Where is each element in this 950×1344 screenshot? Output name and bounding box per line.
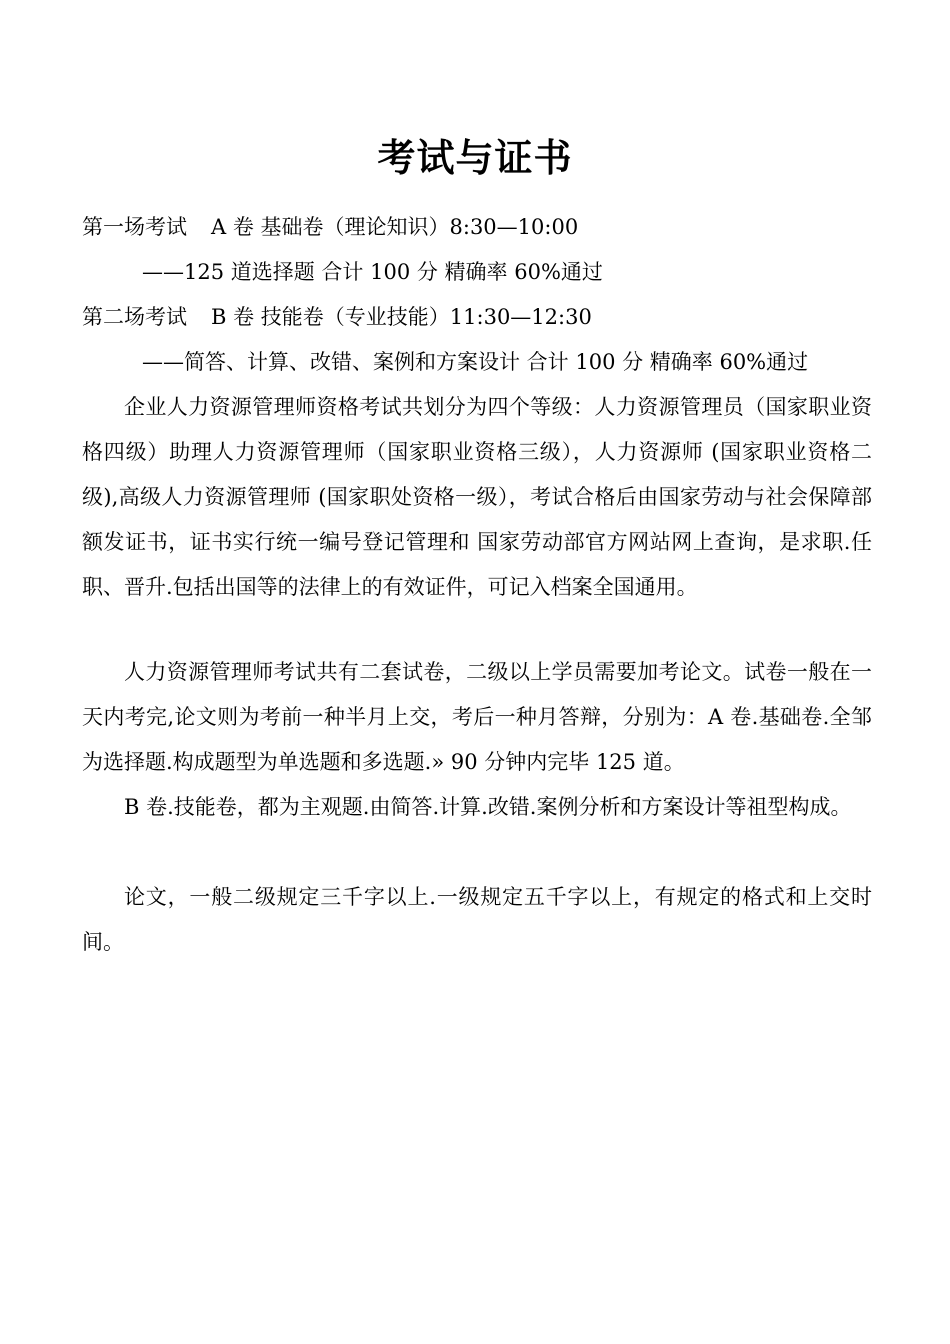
exam1-label: 第一场考试	[82, 215, 187, 239]
paragraph-papers: 人力资源管理师考试共有二套试卷，二级以上学员需要加考论文。试卷一般在一天内考完,论文则为考前一种半月上交，考后一种月答辩，分别为：A 卷.基础卷.全邹为选择题.构成题型为单选题和多选题.» 90 分钟内完毕 125 道。	[82, 660, 872, 774]
exam2-detail: ——简答、计算、改错、案例和方案设计 合计 100 分 精确率 60%通过	[142, 350, 809, 374]
exam1-paper: A 卷 基础卷（理论知识）8:30—10:00	[211, 215, 579, 239]
exam1-line	[82, 212, 578, 242]
exam2-label: 第二场考试	[82, 305, 187, 329]
paragraph-thesis: 论文，一般二级规定三千字以上.一级规定五千字以上，有规定的格式和上交时间。	[82, 885, 872, 954]
exam2-line	[82, 302, 592, 332]
page-title: 考试与证书	[377, 136, 573, 180]
paragraph-b-paper: B 卷.技能卷，都为主观题.由简答.计算.改错.案例分析和方案设计等祖型构成。	[124, 795, 852, 819]
exam2-paper: B 卷 技能卷（专业技能）11:30—12:30	[211, 305, 592, 329]
exam1-detail: ——125 道选择题 合计 100 分 精确率 60%通过	[142, 260, 603, 284]
paragraph-levels: 企业人力资源管理师资格考试共划分为四个等级：人力资源管理员（国家职业资格四级）助理人力资源管理师（国家职业资格三级），人力资源师 (国家职业资格二级),高级人力资源管理师 (国家职处资格一级），考试合格后由国家劳动与社会保障部额发证书，证书实行统一编号登记管理和 国家劳动部官方网站网上查询，是求职.任职、晋升.包括出国等的法律上的有效证件，可记入档案全国通用。	[82, 395, 872, 599]
